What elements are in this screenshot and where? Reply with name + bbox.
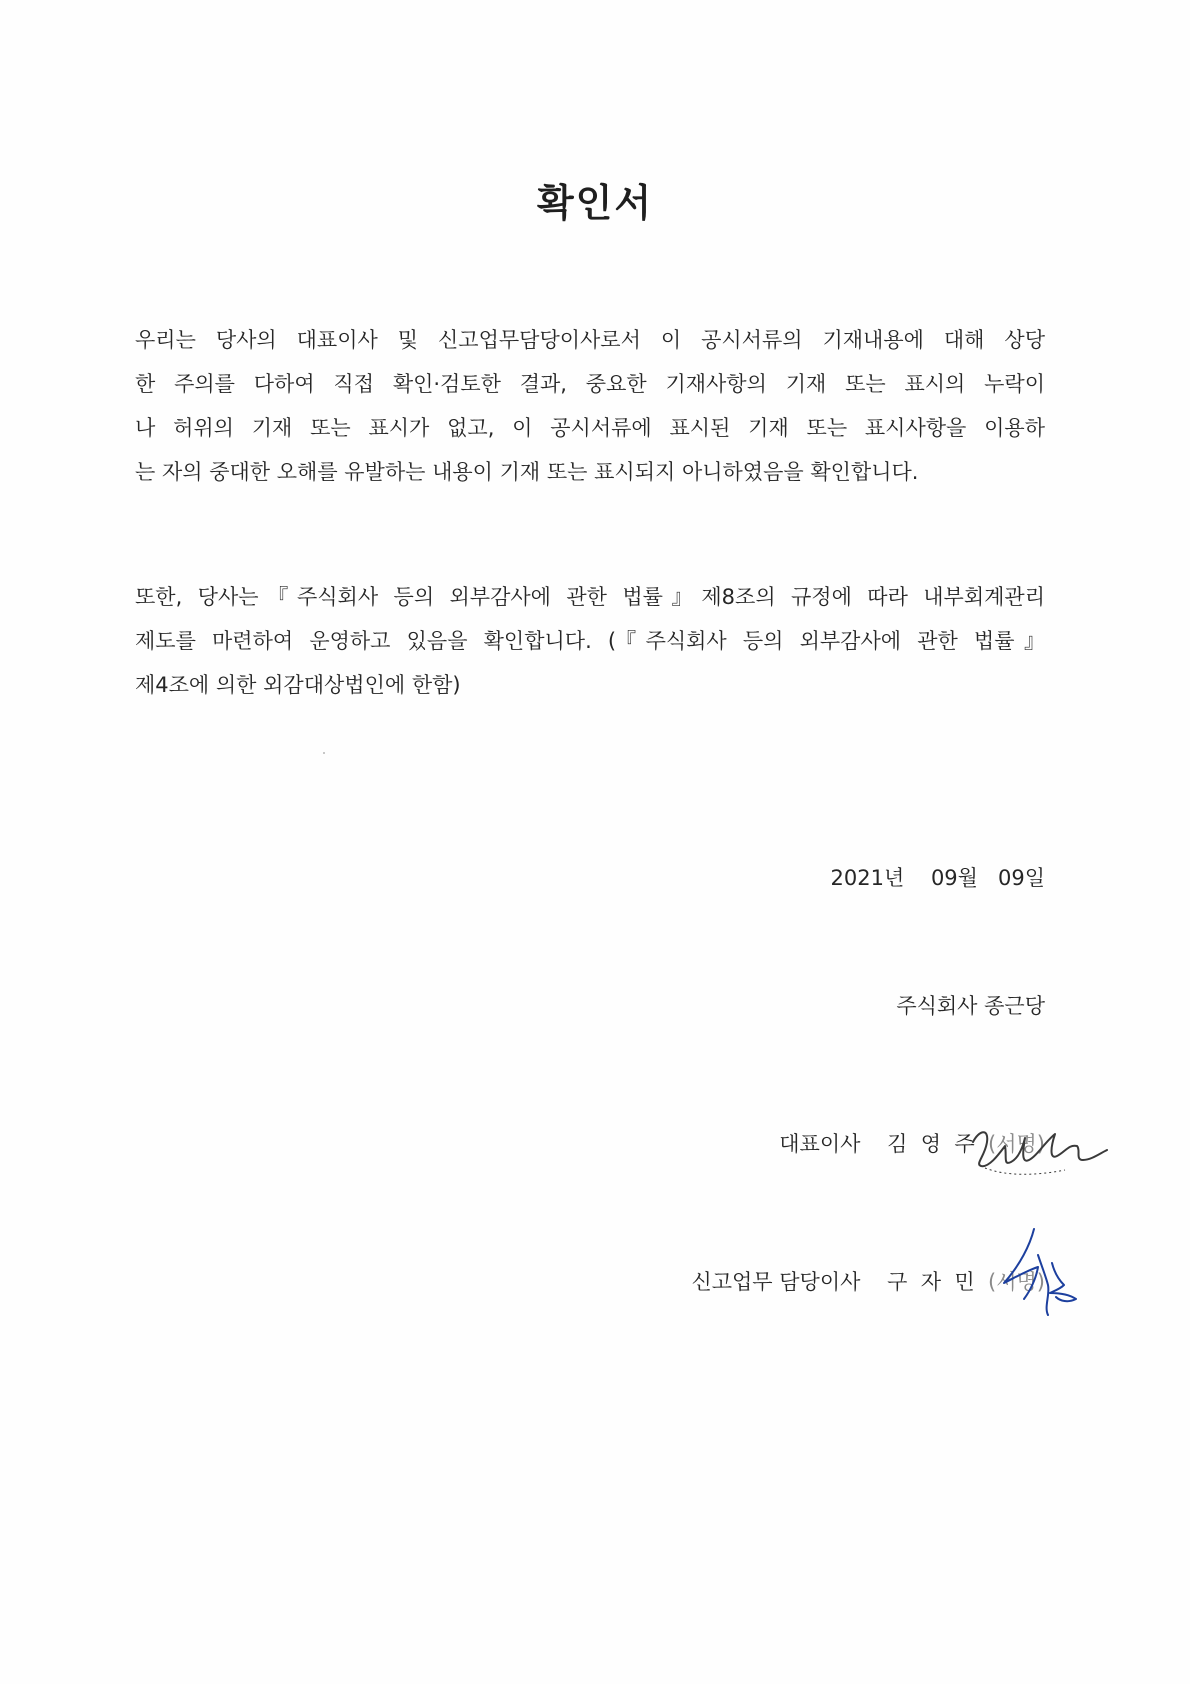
paragraph-line: 제4조에 의한 외감대상법인에 한함) <box>135 673 461 697</box>
paragraph-line: 제도를 마련하여 운영하고 있음을 확인합니다. (『주식회사 등의 외부감사에 관한 법률』 <box>135 629 1045 653</box>
document-title: 확인서 <box>536 181 654 225</box>
paragraph-line: 나 허위의 기재 또는 표시가 없고, 이 공시서류에 표시된 기재 또는 표시사항을 이용하 <box>135 416 1045 440</box>
internal-control-paragraph <box>135 575 1045 707</box>
ceo-name: 김 영 주 <box>887 1132 975 1156</box>
reporting-officer-name: 구 자 민 <box>887 1270 975 1294</box>
ceo-signature-line <box>779 1128 1045 1158</box>
reporting-officer-signature-line <box>691 1266 1045 1296</box>
paragraph-line: 우리는 당사의 대표이사 및 신고업무담당이사로서 이 공시서류의 기재내용에 대해 상당 <box>135 328 1045 352</box>
ceo-sign-label: (서명) <box>988 1132 1045 1156</box>
ceo-role: 대표이사 <box>779 1132 861 1156</box>
reporting-officer-role: 신고업무 담당이사 <box>691 1270 861 1294</box>
reporting-officer-sign-label: (서명) <box>988 1270 1045 1294</box>
paragraph-line: 한 주의를 다하여 직접 확인·검토한 결과, 중요한 기재사항의 기재 또는 표시의 누락이 <box>135 372 1045 396</box>
confirmation-paragraph <box>135 318 1045 494</box>
paragraph-line: 또한, 당사는『주식회사 등의 외부감사에 관한 법률』제8조의 규정에 따라 내부회계관리 <box>135 585 1045 609</box>
document-date: 2021년 09월 09일 <box>830 866 1045 890</box>
scan-speck <box>323 752 325 754</box>
paragraph-line: 는 자의 중대한 오해를 유발하는 내용이 기재 또는 표시되지 아니하였음을 확인합니다. <box>135 460 919 484</box>
company-name: 주식회사 종근당 <box>896 994 1045 1018</box>
